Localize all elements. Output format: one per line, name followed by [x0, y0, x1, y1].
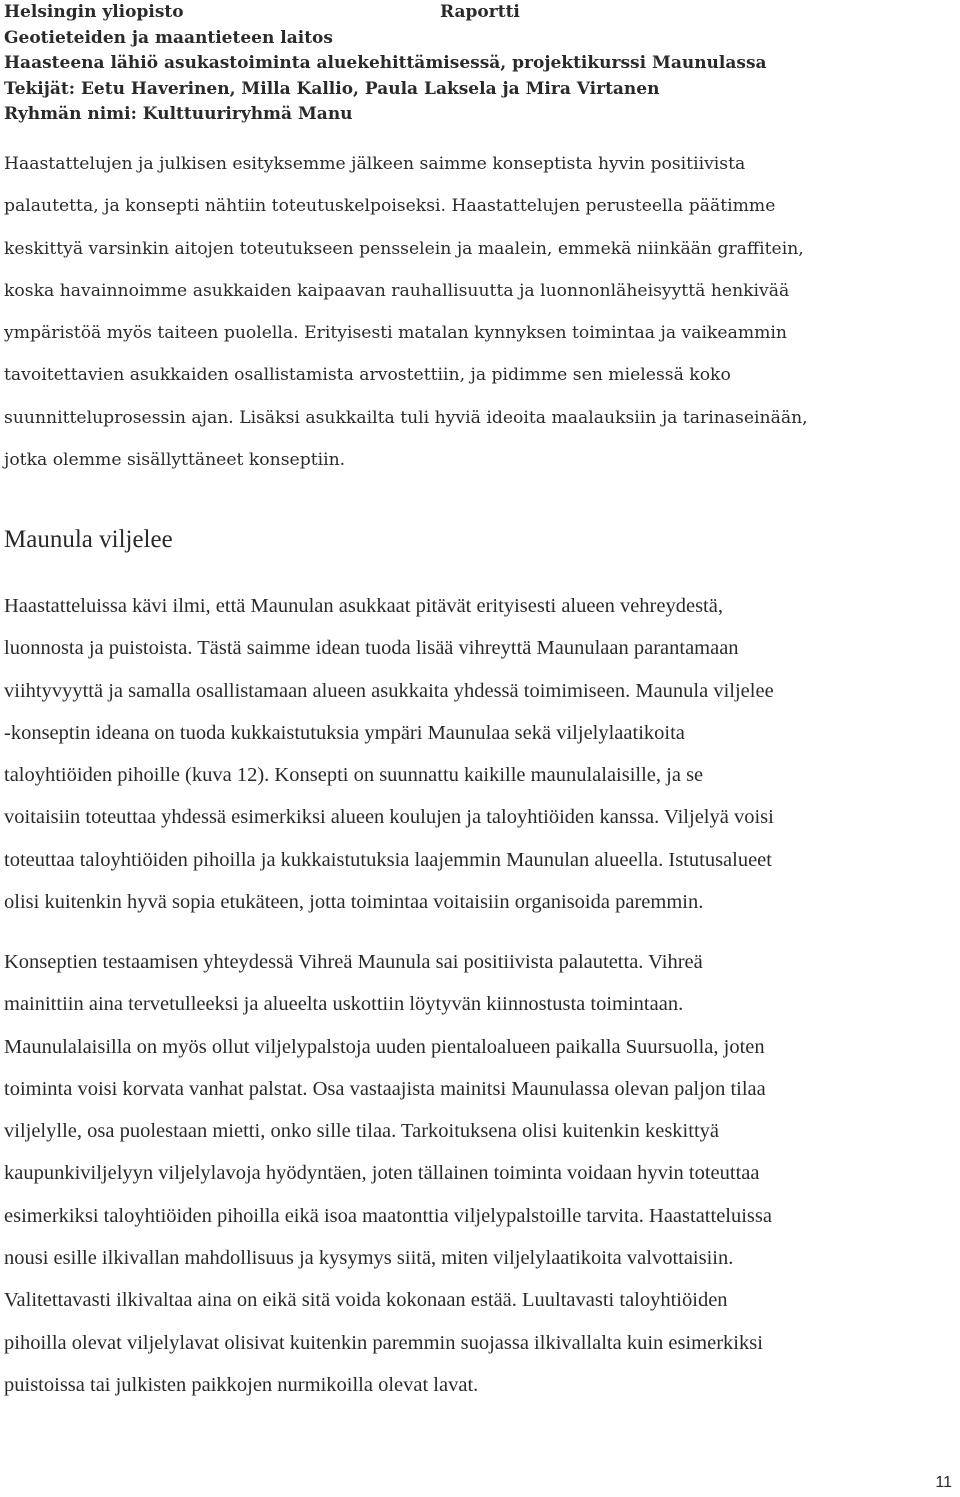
text-line: luonnosta ja puistoista. Tästä saimme idean tuoda lisää vihreyttä Maunulaan parantamaan — [4, 637, 739, 660]
text-line: olisi kuitenkin hyvä sopia etukäteen, jotta toimintaa voitaisiin organisoida paremmin. — [4, 891, 704, 914]
text-line: viihtyvyyttä ja samalla osallistamaan alueen asukkaita yhdessä toimimiseen. Maunula viljelee — [4, 679, 774, 702]
section-heading: Maunula viljelee — [4, 526, 173, 553]
group-name: Ryhmän nimi: Kulttuuriryhmä Manu — [4, 104, 353, 124]
text-line: nousi esille ilkivallan mahdollisuus ja kysymys siitä, miten viljelylaatikoita valvottaisiin. — [4, 1247, 734, 1270]
text-line: viljelylle, osa puolestaan mietti, onko sille tilaa. Tarkoituksena olisi kuitenkin keskittyä — [4, 1120, 719, 1143]
text-line: Konseptien testaamisen yhteydessä Vihreä Maunula sai positiivista palautetta. Vihreä — [4, 951, 703, 973]
intro-paragraph — [4, 143, 956, 481]
text-line: ympäristöä myös taiteen puolella. Erityisesti matalan kynnyksen toimintaa ja vaikeammin — [4, 323, 787, 344]
text-line: puistoissa tai julkisten paikkojen nurmikoilla olevat lavat. — [4, 1373, 479, 1396]
text-line: keskittyä varsinkin aitojen toteutukseen pensselein ja maalein, emmekä niinkään graffitein, — [4, 238, 804, 259]
document-header — [4, 0, 954, 128]
text-line: toiminta voisi korvata vanhat palstat. Osa vastaajista mainitsi Maunulassa olevan paljon tilaa — [4, 1077, 766, 1100]
text-line: toteuttaa taloyhtiöiden pihoilla ja kukkaistutuksia laajemmin Maunulan alueella. Istutusalueet — [4, 848, 772, 871]
header-row-1 — [4, 0, 954, 26]
text-line: voitaisiin toteuttaa yhdessä esimerkiksi alueen koulujen ja taloyhtiöiden kanssa. Viljelyä voisi — [4, 806, 774, 829]
university-name: Helsingin yliopisto — [4, 2, 184, 22]
text-line: tavoitettavien asukkaiden osallistamista arvostettiin, ja pidimme sen mielessä koko — [4, 365, 731, 386]
text-line: suunnitteluprosessin ajan. Lisäksi asukkailta tuli hyviä ideoita maalauksiin ja tarinaseinään, — [4, 407, 808, 428]
section-paragraph-1 — [4, 585, 956, 923]
document-type: Raportti — [440, 2, 520, 22]
authors-line: Tekijät: Eetu Haverinen, Milla Kallio, Paula Laksela ja Mira Virtanen — [4, 78, 660, 99]
text-line: esimerkiksi taloyhtiöiden pihoilla eikä isoa maatonttia viljelypalstoille tarvita. Haastatteluissa — [4, 1204, 772, 1227]
department-name: Geotieteiden ja maantieteen laitos — [4, 27, 333, 48]
section-paragraph-2 — [4, 941, 956, 1406]
text-line: -konseptin ideana on tuoda kukkaistutuksia ympäri Maunulaa sekä viljelylaatikoita — [4, 721, 685, 744]
text-line: jotka olemme sisällyttäneet konseptiin. — [4, 450, 346, 471]
text-line: Valitettavasti ilkivaltaa aina on eikä sitä voida kokonaan estää. Luultavasti taloyhtiöiden — [4, 1289, 728, 1312]
text-line: Haastatteluissa kävi ilmi, että Maunulan asukkaat pitävät erityisesti alueen vehreydestä, — [4, 595, 723, 617]
text-line: palautetta, ja konsepti nähtiin toteutuskelpoiseksi. Haastattelujen perusteella päätimme — [4, 196, 776, 217]
text-line: pihoilla olevat viljelylavat olisivat kuitenkin paremmin suojassa ilkivallalta kuin esimerkiksi — [4, 1331, 763, 1354]
text-line: koska havainnoimme asukkaiden kaipaavan rauhallisuutta ja luonnonläheisyyttä henkivää — [4, 280, 790, 301]
text-line: Haastattelujen ja julkisen esityksemme jälkeen saimme konseptista hyvin positiivista — [4, 154, 746, 174]
page-number: 11 — [935, 1474, 952, 1491]
text-line: mainittiin aina tervetulleeksi ja alueelta uskottiin löytyvän kiinnostusta toimintaan. — [4, 993, 684, 1016]
course-name: Haasteena lähiö asukastoiminta aluekehittämisessä, projektikurssi Maunulassa — [4, 53, 767, 73]
text-line: kaupunkiviljelyyn viljelylavoja hyödyntäen, joten tällainen toiminta voidaan hyvin toteuttaa — [4, 1162, 760, 1185]
text-line: taloyhtiöiden pihoille (kuva 12). Konsepti on suunnattu kaikille maunulalaisille, ja se — [4, 764, 704, 787]
text-line: Maunulalaisilla on myös ollut viljelypalstoja uuden pientaloalueen paikalla Suursuolla, joten — [4, 1035, 765, 1058]
